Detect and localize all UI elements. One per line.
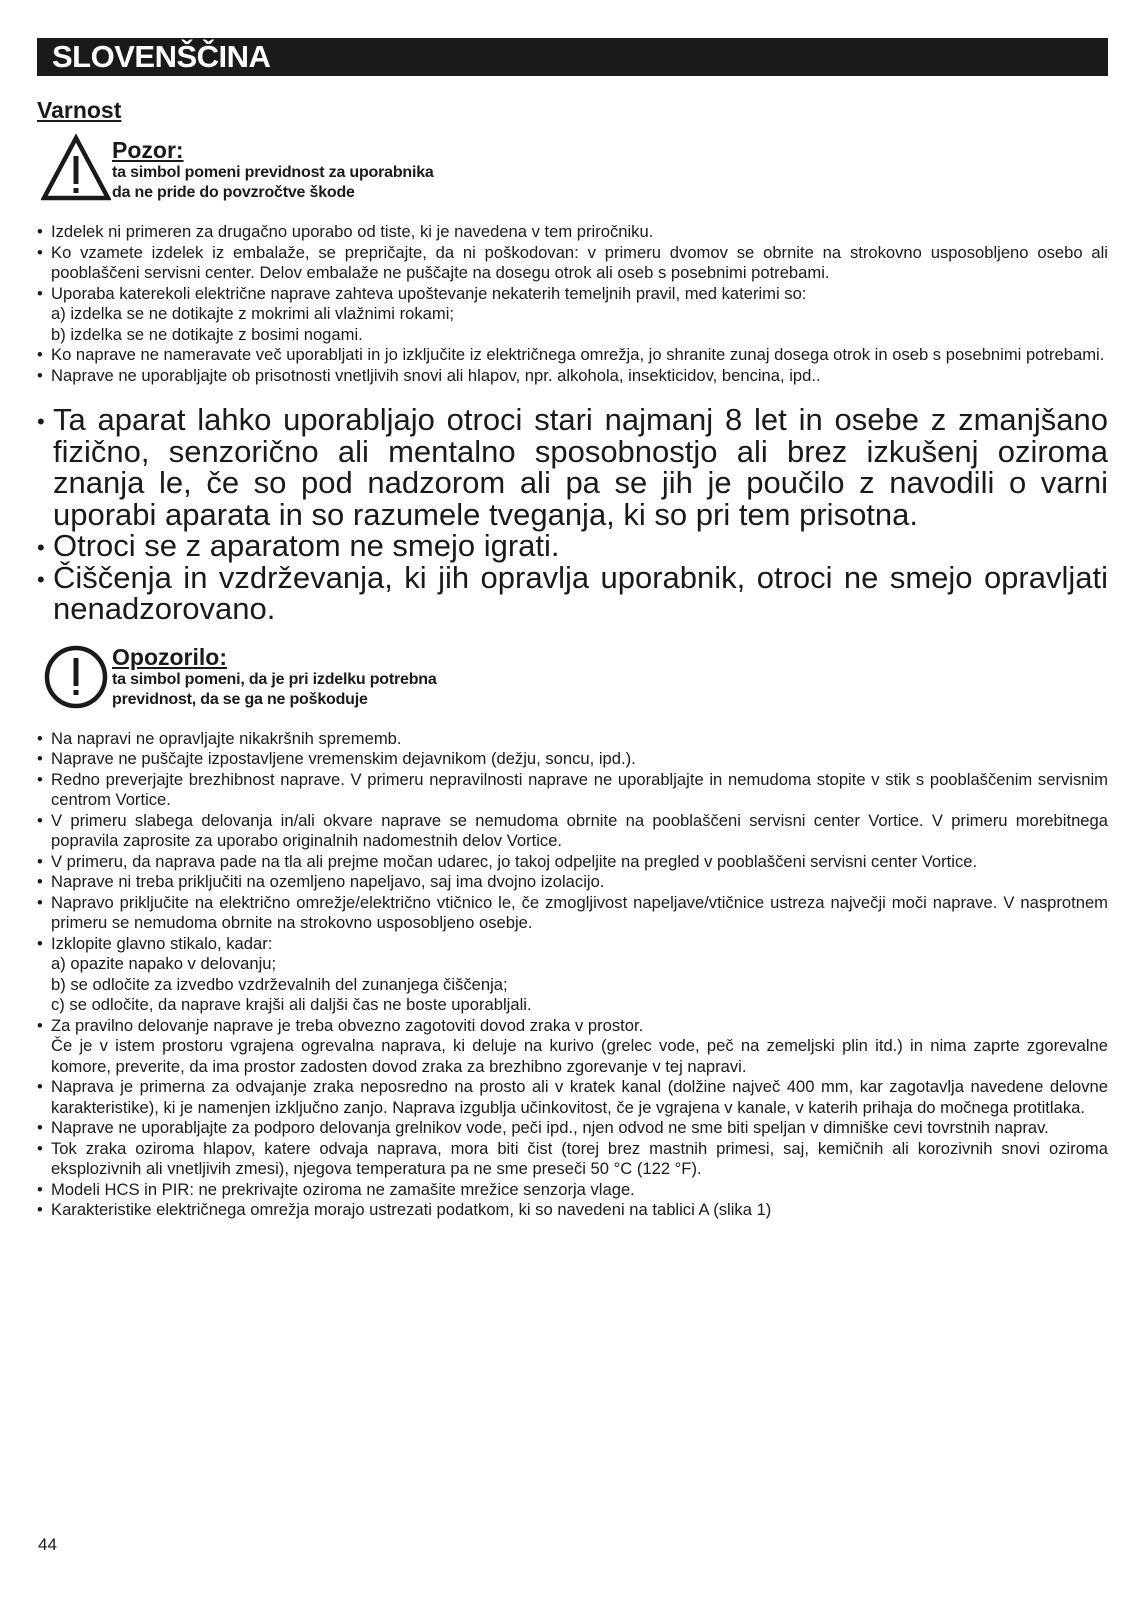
list-item: • Ko naprave ne nameravate več uporabljati in jo izključite iz električnega omrežja, jo shranite zunaj dosega otrok in oseb s posebnimi potrebami. — [37, 345, 1108, 366]
list-item: • Tok zraka oziroma hlapov, katere odvaja naprava, mora biti čist (torej brez mastnih primesi, saj, kemičnih ali korozivnih snovi oziroma eksplozivnih ali vnetljivih zmesi), njegova temperatura pa ne sme preseči 50 °C (122 °F). — [37, 1139, 1108, 1180]
list-item: • Naprave ne uporabljajte za podporo delovanja grelnikov vode, peči ipd., njen odvod ne sme biti speljan v dimniške cevi tovrstnih naprav. — [37, 1118, 1108, 1139]
list-item: • Napravo priključite na električno omrežje/električno vtičnico le, če zmogljivost napeljave/vtičnice ustreza največji moči naprave. V nasprotnem primeru se nemudoma obrnite na strokovno usposobljeno osebje. — [37, 893, 1108, 934]
list-item: • V primeru slabega delovanja in/ali okvare naprave se nemudoma obrnite na pooblaščeni servisni center Vortice. V primeru morebitnega popravila zaprosite za uporabo originalnih nadomestnih delov Vortice. — [37, 811, 1108, 852]
caution-desc-line1: ta simbol pomeni previdnost za uporabnika — [112, 164, 434, 181]
sub-item: c) se odločite, da naprave krajši ali daljši čas ne boste uporabljali. — [51, 995, 532, 1014]
list-item-text: Uporaba katerekoli električne naprave zahteva upoštevanje nekaterih temeljnih pravil, med katerimi so: — [51, 283, 807, 303]
warning-desc-line1: ta simbol pomeni, da je pri izdelku potrebna — [112, 670, 437, 688]
list-item: • Karakteristike električnega omrežja morajo ustrezati podatkom, ki so navedeni na tablici A (slika 1) — [37, 1200, 1108, 1221]
list-item: • Naprave ne uporabljajte ob prisotnosti vnetljivih snovi ali hlapov, npr. alkohola, insekticidov, bencina, ipd.. — [37, 366, 1108, 387]
warning-title: Opozorilo: — [112, 643, 227, 670]
large-notice-list — [37, 404, 1108, 625]
list-item: • V primeru, da naprava pade na tla ali prejme močan udarec, jo takoj odpeljite na pregled v pooblaščeni servisni center Vortice. — [37, 852, 1108, 873]
exclamation-circle-icon — [41, 641, 111, 711]
list-item — [37, 1016, 1108, 1078]
caution-callout — [37, 134, 1108, 210]
sub-item: a) opazite napako v delovanju; — [51, 954, 277, 973]
large-list-item: • Otroci se z aparatom ne smejo igrati. — [37, 530, 1108, 562]
caution-list — [37, 222, 1108, 386]
list-item: • Izdelek ni primeren za drugačno uporabo od tiste, ki je navedena v tem priročniku. — [37, 222, 1108, 243]
list-item: • Naprava je primerna za odvajanje zraka neposredno na prosto ali v kratek kanal (dolžine največ 400 mm, kar zagotavlja navedene delovne karakteristike), ki je namenjen izključno zanjo. Naprava izgublja učinkovitost, če je vgrajena v kanale, v katerih prihaja do močnega protitlaka. — [37, 1077, 1108, 1118]
warning-callout — [37, 641, 1108, 717]
list-item: • Naprave ne puščajte izpostavljene vremenskim dejavnikom (dežju, soncu, ipd.). — [37, 749, 1108, 770]
language-header: SLOVENŠČINA — [37, 38, 1108, 76]
sub-item: b) izdelka se ne dotikajte z bosimi nogami. — [51, 324, 363, 344]
section-title: Varnost — [37, 97, 122, 123]
list-item: • Na napravi ne opravljajte nikakršnih sprememb. — [37, 729, 1108, 750]
page — [37, 38, 1108, 1221]
air-supply-note: Če je v istem prostoru vgrajena ogrevalna naprava, ki deluje na kurivo (grelec vode, peč na zemeljski plin itd.) in nima zaprte zgorevalne komore, preverite, da ima prostor zadosten dovod zraka za brezhibno zgorevanje v tej napravi. — [51, 1036, 1108, 1076]
list-item-text: Izklopite glavno stikalo, kadar: — [51, 933, 273, 953]
caution-desc-line2: da ne pride do povzročtve škode — [112, 184, 355, 201]
list-item-text: Za pravilno delovanje naprave je treba obvezno zagotoviti dovod zraka v prostor. — [51, 1015, 644, 1035]
caution-title: Pozor: — [112, 137, 184, 163]
large-list-item: • Ta aparat lahko uporabljajo otroci stari najmanj 8 let in osebe z zmanjšano fizično, senzorično ali mentalno sposobnostjo ali brez izkušenj oziroma znanja le, če so pod nadzorom ali pa se jih je poučilo z navodili o varni uporabi aparata in so razumele tveganja, ki so pri tem prisotna. — [37, 404, 1108, 530]
list-item: • Naprave ni treba priključiti na ozemljeno napeljavo, saj ima dvojno izolacijo. — [37, 872, 1108, 893]
page-number: 44 — [38, 1535, 57, 1554]
warning-list — [37, 729, 1108, 1221]
list-item: • Modeli HCS in PIR: ne prekrivajte oziroma ne zamašite mrežice senzorja vlage. — [37, 1180, 1108, 1201]
warning-triangle-icon — [41, 134, 111, 204]
sub-item: b) se odločite za izvedbo vzdrževalnih del zunanjega čiščenja; — [51, 974, 508, 994]
large-list-item: • Čiščenja in vzdrževanja, ki jih opravlja uporabnik, otroci ne smejo opravljati nenadzorovano. — [37, 562, 1108, 625]
warning-desc-line2: previdnost, da se ga ne poškoduje — [112, 690, 368, 708]
sub-item: a) izdelka se ne dotikajte z mokrimi ali vlažnimi rokami; — [51, 304, 454, 323]
list-item — [37, 934, 1108, 1016]
list-item: • Ko vzamete izdelek iz embalaže, se prepričajte, da ni poškodovan: v primeru dvomov se obrnite na strokovno usposobljeno osebo ali pooblaščeni servisni center. Delov embalaže ne puščajte na dosegu otrok ali oseb s posebnimi potrebami. — [37, 243, 1108, 284]
list-item: • Redno preverjajte brezhibnost naprave. V primeru nepravilnosti naprave ne uporabljajte in nemudoma stopite v stik s pooblaščenim servisnim centrom Vortice. — [37, 770, 1108, 811]
list-item — [37, 284, 1108, 346]
